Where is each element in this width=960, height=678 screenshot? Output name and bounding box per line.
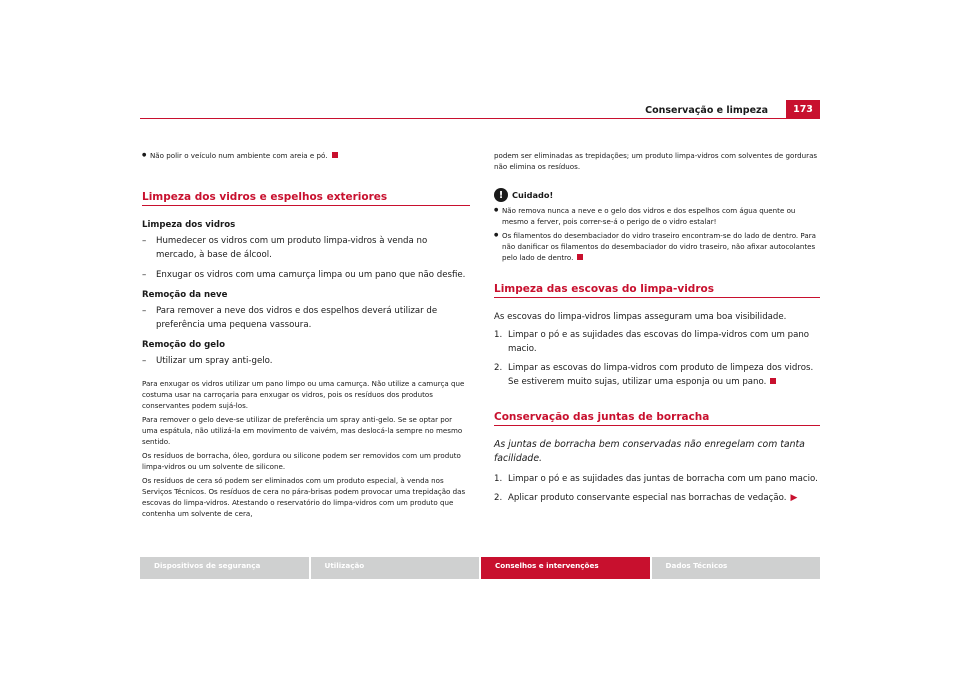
seals-lead: As juntas de borracha bem conservadas não enregelam com tanta facilidade. [494, 439, 805, 464]
end-mark-icon [770, 378, 776, 384]
page-number: 173 [786, 100, 820, 119]
section-title-seals: Conservação das juntas de borracha [494, 411, 820, 426]
group-heading: Remoção do gelo [142, 340, 225, 350]
tab-safety[interactable]: Dispositivos de segurança [140, 557, 309, 579]
tab-advice[interactable]: Conselhos e intervenções [481, 557, 650, 579]
section-title-glass: Limpeza dos vidros e espelhos exteriores [142, 191, 470, 206]
right-column [494, 150, 820, 510]
caution-bullet: ● Não remova nunca a neve e o gelo dos vidros e dos espelhos com água quente ou mesmo a ferver, pois correr-se-á o perigo de o vidro estalar! [494, 205, 820, 227]
list-item: – Enxugar os vidros com uma camurça limpa ou um pano que não desfie. [142, 268, 470, 282]
section-title-wipers: Limpeza das escovas do limpa-vidros [494, 283, 820, 298]
list-item: – Utilizar um spray anti-gelo. [142, 354, 470, 368]
tab-usage[interactable]: Utilização [311, 557, 480, 579]
warning-icon: ! [494, 188, 508, 202]
group-heading: Remoção da neve [142, 290, 228, 300]
tab-technical-data[interactable]: Dados Técnicos [652, 557, 821, 579]
end-mark-icon [577, 254, 583, 260]
note-paragraph: Para enxugar os vidros utilizar um pano limpo ou uma camurça. Não utilize a camurça que costuma usar na carroçaria para enxugar os vidros, pois os resíduos dos produtos conservantes podem sujá-los. [142, 379, 465, 410]
list-item: 1. Limpar o pó e as sujidades das escovas do limpa-vidros com um pano macio. [494, 330, 810, 354]
header-rule [140, 118, 820, 119]
note-paragraph: Os resíduos de borracha, óleo, gordura ou silicone podem ser removidos com um produto limpa-vidros ou um solvente de silicone. [142, 451, 461, 471]
continuation-paragraph: podem ser eliminadas as trepidações; um produto limpa-vidros com solventes de gorduras não elimina os resíduos. [494, 151, 818, 171]
intro-bullet: ● Não polir o veículo num ambiente com areia e pó. [142, 150, 470, 161]
footer-nav [140, 557, 820, 579]
caution-heading [494, 188, 820, 202]
caution-bullet: ● Os filamentos do desembaciador do vidro traseiro encontram-se do lado de dentro. Para não danificar os filamentos do desembaciador do vidro traseiro, não afixar autocolantes pelo lado de dentro. [494, 230, 820, 263]
list-item: 2. Limpar as escovas do limpa-vidros com produto de limpeza dos vidros. Se estiverem muito sujas, utilizar uma esponja ou um pano. [494, 363, 814, 387]
note-paragraph: Para remover o gelo deve-se utilizar de preferência um spray anti-gelo. Se se optar por uma espátula, não utilizá-la em movimento de vaivém, mas deslocá-la sempre no mesmo sentido. [142, 415, 463, 446]
list-item: 1. Limpar o pó e as sujidades das juntas de borracha com um pano macio. [494, 474, 818, 484]
caution-title: Cuidado! [512, 190, 554, 200]
header-title: Conservação e limpeza [645, 105, 768, 116]
wipers-intro: As escovas do limpa-vidros limpas asseguram uma boa visibilidade. [494, 312, 787, 322]
continue-arrow-icon: ▶ [790, 493, 798, 503]
group-heading: Limpeza dos vidros [142, 220, 236, 230]
list-item: – Para remover a neve dos vidros e dos espelhos deverá utilizar de preferência uma pequena vassoura. [142, 304, 470, 332]
end-mark-icon [332, 152, 338, 158]
list-item: – Humedecer os vidros com um produto limpa-vidros à venda no mercado, à base de álcool. [142, 234, 470, 262]
note-paragraph: Os resíduos de cera só podem ser eliminados com um produto especial, à venda nos Serviços Técnicos. Os resíduos de cera no pára-brisas podem provocar uma trepidação das escovas do limpa-vidros. Atestando o reservatório do limpa-vidros com um produto que contenha um solvente de cera, [142, 476, 466, 518]
left-column [142, 150, 470, 522]
list-item: 2. Aplicar produto conservante especial nas borrachas de vedação. ▶ [494, 493, 798, 503]
